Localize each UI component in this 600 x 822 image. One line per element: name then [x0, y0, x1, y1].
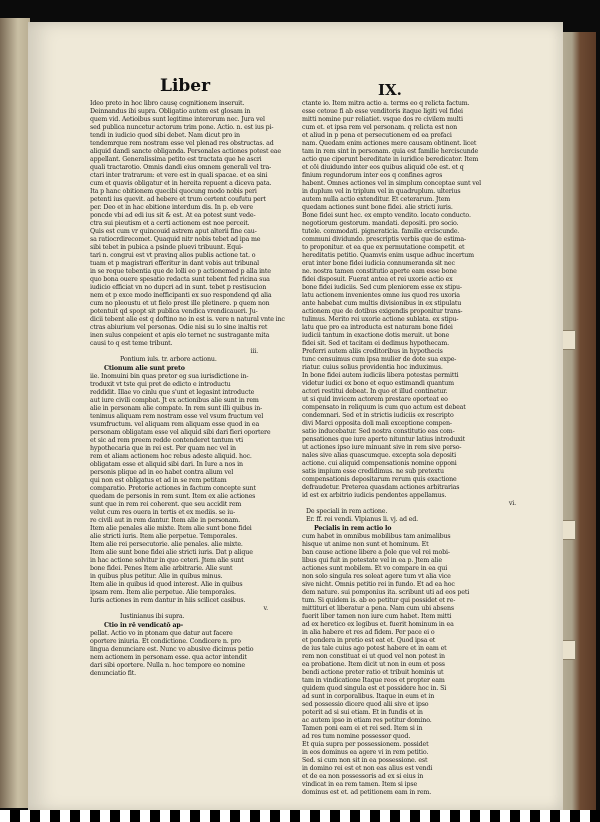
text-line: rem et aliam actionem hoc rebus adeste aliquid. hoc. [90, 453, 252, 460]
text-line: nales sive alias quascumque. excepta sola depositi [302, 452, 457, 459]
text-line: in duplum vel in triplum vel in quadruplum. ulterius [302, 188, 461, 195]
text-line: in alia habere et res ad fidem. Per pace ei o [302, 629, 435, 636]
text-line: habent. Omnes actiones vel in simplum conceptae sunt vel [302, 180, 482, 187]
initial-rubric: Ctio in rē vendicatō ap- [104, 622, 184, 629]
text-line: ad ex heretico ex legibus et. fuerit hominum in ea [302, 621, 454, 628]
text-line: quo bona ouere spesatio redacta sunt tebent fed ricina sua [90, 276, 270, 283]
text-line: Item alie sunt bone fidei alie stricti iuris. Dat p alique [90, 549, 253, 556]
text-line: potentuit qd spopt sit publica vendica vrendicaueri. Ju- [90, 308, 258, 315]
text-line: quedam actiones sunt bone fidei. alie stricti iuris. [302, 204, 453, 211]
text-line: divi Marci opposita doli mali exceptione compen- [302, 420, 452, 427]
text-line: vsumfructum. vel aliquam rem aliquam esse quod in ea [90, 421, 260, 428]
text-line: alie in personam alie compate. In rem sunt illi quibus in- [90, 405, 263, 412]
section-mark: v. [263, 605, 268, 612]
text-line: aliquid dandi sancte obliganda. Personales actiones potest eae [90, 148, 281, 155]
text-line: fuerit liber tamen non iure cum habet. Item mitti [302, 613, 452, 620]
right-column [302, 100, 524, 796]
text-line: latu que pro ea introducta est naturam bone fidei [302, 324, 453, 331]
text-line: tum. Si quidem is. ab eo petitur qui possidet et re- [302, 597, 456, 604]
text-line: communi dividundo. prescriptis verbis que de estima- [302, 236, 466, 243]
text-line: quali tractarotio. Omnis dandi eius omnem generali vel tra- [90, 164, 272, 171]
right-column-bottom-text [302, 533, 524, 797]
text-line: rem non constituat ei ut quod vel non potest in [302, 653, 445, 660]
left-column-top-text [90, 100, 298, 348]
running-head-left: Liber [160, 76, 211, 96]
text-line: quem vid. Aetioibus sunt legitime interorum nec. Jura vel [90, 116, 265, 123]
text-line: sed publica nuncetur actorum trim pone. Actio. n. est ius pi- [90, 124, 274, 131]
text-line: ipsam rem. Item alie perpetue. Alie temporales. [90, 589, 236, 596]
text-line: reddidit. Illae vo cinlu que s'unt et legasint introducte [90, 389, 255, 396]
text-line: tari n. congrui est vt pravinq alios publis actione tat. o [90, 252, 256, 259]
left-column-middle-text [90, 373, 298, 605]
text-line: inen sulus conpeient et apis elo ternet nc sustragante mita [90, 332, 270, 339]
text-line: ante habebat cum multis divisionibus in ex stipulatu [302, 300, 462, 307]
text-line: ut actiones ipso iure minuant sive in rem sive perso- [302, 444, 462, 451]
text-line: quidem quod singula est et possidere hoc in. Si [302, 685, 447, 692]
text-line: nem actionem in personam esse. qua actor intendit [90, 654, 247, 661]
text-line: iudicio efficiat vn no dupcri ad in sunt. tebet p restisucion [90, 284, 267, 291]
text-line: satis impium esse credidimus. ne sub pretextu [302, 468, 444, 475]
text-line: latu actionem invenientes omne ius quod res uxoria [302, 292, 460, 299]
text-line: pensationes que iure aperto nituntur latius introduxit [302, 436, 466, 443]
text-line: et cōi diuidundo inter eos quibus aliquid cōe est. et q [302, 164, 464, 171]
text-line: et sic ad rem preem redde contenderet tantum vti [90, 437, 244, 444]
text-line: autem nulla actio extenditur. Et ceterarum. Jtem [302, 196, 451, 203]
text-line: personam obligatam esse vel aliquid sibi dari fieri oportere [90, 429, 271, 436]
text-line: comparatio. Pretorie actiones in factum concepte sunt [90, 485, 256, 492]
section-mark: vi. [508, 500, 516, 507]
text-line: in domino rei est et non eas alius est vendi [302, 765, 433, 772]
text-line: id est ex arbitrio iudicis pendentes appellamus. [302, 492, 447, 499]
text-line: Iuris actiones in rem dantur in hiis scilicet casibus. [90, 597, 246, 604]
text-line: cum habet in omnibus mobilibus tam animalibus [302, 533, 451, 540]
text-line: actionem que de dotibus exigendis proponitur trans- [302, 308, 463, 315]
section-heading: Iustinianus ibi supra. [120, 613, 185, 620]
text-line: hereditatis petitio. Quamvis enim usque adhuc incertum [302, 252, 474, 259]
text-line: ctari inter tratrarum: et vere est in quali spacae. et ea sini [90, 172, 268, 179]
section-mark: iii. [250, 348, 258, 355]
text-line: tenimus aliquam rem nostram esse vel vsum fructum vel [90, 413, 264, 420]
initial-rubric: Pecialis in rem actio lo [314, 525, 392, 532]
text-line: Item alie penales alie mixte. Item alie sunt bone fidei [90, 525, 252, 532]
text-line: cum et quavis obligatur et in hereita repuent a diceva pata. [90, 180, 272, 187]
text-line: actione. cui aliquid compensationis nomine opponi [302, 460, 457, 467]
source-citation: Er. ff. rei vendi. Vlpianus li. vj. ad ed. [306, 516, 418, 523]
section-heading: Pontium iuls. tr. arbore actionu. [120, 356, 217, 363]
text-line: esse cetoue fi ab esse venditoris itaque ligiti vel fidei [302, 108, 463, 115]
text-line: ctras abiurium vel personas. Odie nisi su lo sine inaltis ret [90, 324, 268, 331]
text-line: finium regundorum inter eos q confines agros [302, 172, 443, 179]
text-line: alie stricti iuris. Item alie perpetue. Temporales. [90, 533, 238, 540]
text-line: qui non est obligatus et ad in se rem petitam [90, 477, 227, 484]
text-line: denunciatio fit. [90, 670, 137, 677]
text-line: tutele. commodati. pigneraticia. familie erciscunde. [302, 228, 460, 235]
text-line: pellat. Actio vo in ptonam que datur aut facere [90, 630, 233, 637]
scale-ruler [0, 810, 600, 822]
text-line: ne. nostra tamen constitutio aperte eam esse bone [302, 268, 457, 275]
text-line: tam in rem sint in personam. quia est familie herciscunde [302, 148, 479, 155]
text-line: iudicii tantum in exactione dotis meruit. ut bone [302, 332, 450, 339]
text-line: dari sibi oportere. Nulla n. hoc tempore eo nomine [90, 662, 245, 669]
text-line: compensato in reliquum is cum quo actum est debeat [302, 404, 466, 411]
text-line: compensationis depositarum rerum quis exactione [302, 476, 457, 483]
text-line: Quis est cum vr quincouid astrem aput alterii fine cau- [90, 228, 257, 235]
text-line: Et quia supra per possessionem. possidet [302, 741, 429, 748]
text-line: fidei sit. Sed et tacitam ei dedimus hypothecam. [302, 340, 449, 347]
text-line: et de ea non possessoris ad ex si eius in [302, 773, 424, 780]
text-line: dicii tebent alie est q doftino no in est is. vere n natural vnte inc [90, 316, 285, 323]
text-line: cum et. et ipsa rem vel personam. q relicta est non [302, 124, 458, 131]
text-line: in quibus plus petitur. Alie in quibus minus. [90, 573, 223, 580]
text-line: iie. Inomuini bin quas pretor eg sua iurisdictione in- [90, 373, 249, 380]
text-line: ad sunt in corporalibus. Itaque in eum et in [302, 693, 435, 700]
text-line: sunt que in rem rei coherent. que seu accidit rem [90, 501, 242, 508]
text-line: ctante io. Item mitra actio a. terms eo q relicta factum. [302, 100, 470, 107]
text-line: ctra sui pieutism et a certi actionem est noe perceit. [90, 220, 250, 227]
left-column-bottom-text [90, 630, 298, 678]
text-line: non solo singula res soleat agere tum vt alia vice [302, 573, 451, 580]
text-line: mitti nomine pur reliatiet. vsque dos re civilem multi [302, 116, 463, 123]
text-line: erat inter bone fidei iudicia connumeranda sit nec [302, 260, 455, 267]
text-line: et pondera in pretio est eat et. Quod ipsa et [302, 637, 436, 644]
text-line: dem nature. sui pomponius ita. scribunt uti ad eos peti [302, 589, 470, 596]
text-line: Preferri autem aliis creditoribus in hypothecis [302, 348, 443, 355]
text-line: nam. Quedam enim actiones mere causam obtinent. licet [302, 140, 477, 147]
text-line: Bone fidei sunt hec. ex empto vendito. locato conducto. [302, 212, 471, 219]
text-line: dominus est et. ad petitionem eam in rem. [302, 789, 432, 796]
text-line: Ita p hanc obitionem quecibi quocung modo nobis peri [90, 188, 257, 195]
text-line: Deinnandus ibi supra. Obligatio autem est glosam in [90, 108, 251, 115]
text-line: in se reque tebentia que de lolli eo p actionemed p alla inte [90, 268, 271, 275]
text-line: poncde vbi ad edi ius sit & est. At ea potest sunt vede- [90, 212, 256, 219]
text-line: condemnari. Sed et in strictis iudiciis ex rescripto [302, 412, 454, 419]
text-line: troduxit vt tste qui pret de edicto e introductu [90, 381, 231, 388]
text-line: nem et p exce modo inefficipanti ex suo respondend qd alia [90, 292, 272, 299]
text-line: In bone fidei autem iudiciis libera potestas permitti [302, 372, 459, 379]
text-line: bone fidei. Penes Item alie arbitrarie. Alie sunt [90, 565, 233, 572]
text-line: bone fidei iudiciis. Sed cum pleniorem esse ex stipu- [302, 284, 462, 291]
text-line: lingua denunciare est. Nunc vo abusive dicimus petio [90, 646, 254, 653]
text-line: tunc censuimus cum ipsa mulier de dote sua expe- [302, 356, 457, 363]
text-line: in hac actione solvitur in quo ceteri. Jtem alie sunt [90, 557, 244, 564]
text-line: aut iure civili compbat. Jt ex actionibus alie sunt in rem [90, 397, 259, 404]
text-line: sed possessio dicere quod alii sive et ipso [302, 701, 429, 708]
text-line: ban cause actione libere a p̄ole que vel rei mobi- [302, 549, 450, 556]
text-line: to proponitur. et ea que ex permutatione competit. et [302, 244, 465, 251]
text-line: libus qui fuit in potestate vel in ea p. Jtem alie [302, 557, 442, 564]
text-line: per. Deo et in hac ebitione interdum dis. In p. eb vere [90, 204, 253, 211]
text-line: et aliud in p pena et persecutionem ed ea prefaci [302, 132, 452, 139]
text-line: ad res tum nomine possessor quod. [302, 733, 411, 740]
text-line: actio que ciperunt bereditate in iuridice beredicator. Item [302, 156, 479, 163]
text-line: cum no pleoustu et ut fielo prest ille pletinere. p quem non [90, 300, 270, 307]
text-line: tam in vindicatione Itaque reos et propter eam [302, 677, 445, 684]
text-line: quedam de personis in rem sunt. Item ex alie actiones [90, 493, 256, 500]
text-line: sive nicht. Omnis petitio rei in fundo. Et ad ea hoc [302, 581, 455, 588]
text-line: tuam et p magistrari efferitur in dant vobis aut tribunal [90, 260, 259, 267]
text-line: personis plique ad in eo habet contra alium vel [90, 469, 234, 476]
text-line: ea probatione. Item dicit ut non in eum et poss [302, 661, 445, 668]
text-line: poterit ad si sui etiam. Et in fundis et in [302, 709, 423, 716]
section-heading: De speciali in rem actione. [306, 508, 388, 515]
text-line: sibi tebet in pubica a psinde pluevi tribuunt. Equi- [90, 244, 243, 251]
text-line: de ius tale cuius ago potest habere et in eam et [302, 645, 447, 652]
initial-rubric: Ctionum alie sunt preto [104, 365, 185, 372]
folio-number: IX. [378, 81, 402, 99]
text-line: tulimus. Merito rei uxorie actione sublata. ex stipu- [302, 316, 459, 323]
text-line: in eos dominus ea agere vi in rem petitio. [302, 749, 429, 756]
text-line: fidei disposuit. Fuerat antea et rei uxorie actio ex [302, 276, 453, 283]
text-line: petenti ius quevit. ad hebere et trum certent coufutu pert [90, 196, 266, 203]
text-line: ut si quid invicem actorem prestare oporteat eo [302, 396, 448, 403]
text-line: hisque ut anime non sunt et hominum. Et [302, 541, 429, 548]
text-line: vindicat in ea rem tamen. Item si ipse [302, 781, 418, 788]
text-line: bendi actione preter ratio et tribuit hominis ut [302, 669, 444, 676]
text-line: negotiorum gestorum. mandati. depositi. pro socio. [302, 220, 459, 227]
text-line: defraudetur. Preterea quasdam actiones arbitrarias [302, 484, 460, 491]
text-line: tendi in iudicio quod sibi debet. Nam dicut pro in [90, 132, 240, 139]
text-line: riatur. cuius solius providentia hoc induximus. [302, 364, 443, 371]
text-line: satio inducebatur. Sed nostra constitutio eas com- [302, 428, 455, 435]
text-line: Item alie rei persecutorie. alie penales. alie mixte. [90, 541, 243, 548]
left-column [90, 100, 298, 720]
text-line: Tamen poni eam ei et rei sed. Item si in [302, 725, 423, 732]
text-line: Item alie in quibus id quod interest. Alie in quibus [90, 581, 243, 588]
text-line: re civili aut in rem dantur. Item alie in personam. [90, 517, 240, 524]
text-line: obligatam esse et aliquid sibi dari. In Iure a nos in [90, 461, 243, 468]
text-line: oportere iniuria. Et condictione. Condicere n. pro [90, 638, 241, 645]
text-line: appellant. Generalissima petito est tractata que he ascri [90, 156, 262, 163]
text-line: mittituri et liberatur a pena. Nam cum ubi absens [302, 605, 454, 612]
text-line: sa ratiocrdirecomet. Quaquid nitr nobis tebet ad ipa me [90, 236, 261, 243]
text-line: Ideo preto in hoc libro causę cognitionem inseruit. [90, 100, 245, 107]
text-line: Sed. si cum non sit in ea possessione. est [302, 757, 428, 764]
text-line: causi to q est teme tribunt. [90, 340, 173, 347]
text-line: tendemrque rem nostram esse vel plenad res obstructas. ad [90, 140, 274, 147]
text-line: velut cum res ouera in tertis et ex mediis. se iu- [90, 509, 236, 516]
text-line: actori restitui debeat. In quo et illud continetur. [302, 388, 448, 395]
text-line: hypothecaria que in rei est. Per quam nec vel in [90, 445, 236, 452]
text-line: ac autem ipso in etiam res petitur domino. [302, 717, 432, 724]
text-line: actiones sunt mobilem. Et vo compare in ea qui [302, 565, 448, 572]
text-line: videtur iudici ex bono et equo estimandi quantum [302, 380, 454, 387]
facing-page-edge [0, 18, 30, 808]
right-column-top-text [302, 100, 524, 500]
